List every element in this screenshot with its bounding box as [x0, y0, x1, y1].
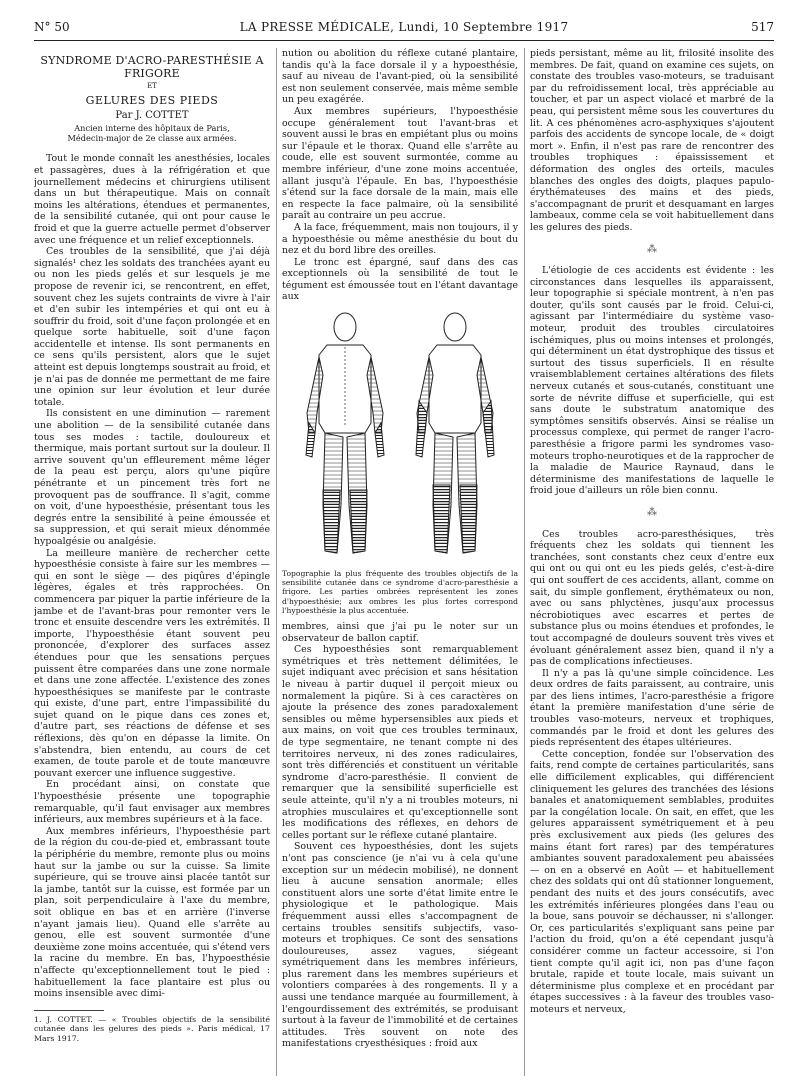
- paragraph: Cette conception, fondée sur l'observation des faits, rend compte de certaines particularités, sans elle difficilement explicables, qui différencient cliniquement les gelures des tranchées des lésions banales et anatomiquement semblables, produites par la congélation locale. On sait, en effet, que les gelures apparaissent symétriquement et à peu près exclusivement aux pieds (les gelures des mains étant fort rares) par des températures ambiantes souvent paradoxalement peu abaissées — on en a observé en Août — et habituellement chez des soldats qui ont dû stationner longuement, pendant des nuits et des jours consécutifs, avec les extrémités inférieures plongées dans l'eau ou la boue, sans pouvoir se déchausser, ni s'allonger. Or, ces particularités s'expliquant sans peine par l'action du froid, qu'on a été cependant jusqu'à considérer comme un facteur accessoire, si l'on tient compte qu'il agit ici, non pas d'une façon brutale, rapide et toute locale, mais suivant un déterminisme plus complexe et en procédant par étapes successives : à la faveur des troubles vaso-moteurs et nerveux,: [530, 748, 774, 1015]
- paragraph: Il n'y a pas là qu'une simple coïncidence. Les deux ordres de faits paraissent, au contraire, unis par des liens intimes, l'acro-paresthésie a frigore étant la première manifestation d'une série de troubles vaso-moteurs, nerveux et trophiques, commandés par le froid et dont les gelures des pieds représentent des étapes ultérieures.: [530, 667, 774, 749]
- paragraph: En procédant ainsi, on constate que l'hypoesthésie présente une topographie remarquable, qu'il faut envisager aux membres inférieurs, aux membres supérieurs et à la face.: [34, 779, 270, 826]
- section-separator: ⁂: [647, 243, 657, 255]
- paragraph: Aux membres supérieurs, l'hypoesthésie occupe généralement tout l'avant-bras et souvent aussi le bras en empiétant plus ou moins sur l'épaule et le thorax. Quand elle s'arrête au coude, elle est souvent surmontée, comme au membre inférieur, d'une zone moins accentuée, allant jusqu'à l'épaule. En bas, l'hypoesthésie s'étend sur la face dorsale de la main, mais elle en respecte la face palmaire, où la sensibilité paraît au contraire un peu accrue.: [282, 105, 518, 222]
- paragraph: Souvent ces hypoesthésies, dont les sujets n'ont pas conscience (je n'ai vu à cela qu'une exception sur un médecin mobilisé), ne donnent lieu à aucune sensation anormale; elles constituent alors une sorte d'état limite entre le physiologique et le pathologique. Mais fréquemment aussi elles s'accompagnent de certains troubles sensitifs subjectifs, vaso-moteurs et trophiques. Ce sont des sensations douloureuses, assez vagues, siégeant symétriquement dans les membres inférieurs, plus rarement dans les membres supérieurs et volontiers comparées à des rongements. Il y a aussi une tendance marquée au fourmillement, à l'engourdissement des extrémités, se produisant surtout à la faveur de l'immobilité et de certaines attitudes. Très souvent on note des manifestations cryesthésiques : froid aux: [282, 841, 518, 1050]
- column-3: [530, 48, 774, 1078]
- column-1: [34, 48, 270, 1078]
- column-rule: [524, 48, 525, 1076]
- paragraph: Le tronc est épargné, sauf dans des cas exceptionnels où la sensibilité de tout le tégument est émoussée tout en l'étant davantage aux: [282, 256, 518, 303]
- article-title-conjunction: ET: [147, 82, 157, 90]
- article-author: Par J. COTTET: [115, 110, 189, 122]
- paragraph: Tout le monde connaît les anesthésies, locales et passagères, dues à la réfrigération et que journellement médecins et chirurgiens utilisent dans un but thérapeutique. Mais on connaît moins les altérations, étendues et permanentes, de la sensibilité cutanée, qui ont pour cause le froid et que la guerre actuelle permet d'observer avec une fréquence et un relief exceptionnels.: [34, 153, 270, 246]
- paragraph: A la face, fréquemment, mais non toujours, il y a hypoesthésie ou même anesthésie du bout du nez et du bord libre des oreilles.: [282, 221, 518, 257]
- paragraph: Aux membres inférieurs, l'hypoesthésie part de la région du cou-de-pied et, embrassant toute la périphérie du membre, remonte plus ou moins haut sur la jambe ou sur la cuisse. Sa limite supérieure, qui se trouve ainsi placée tantôt sur la jambe, tantôt sur la cuisse, est formée par un plan, soit perpendiculaire à l'axe du membre, soit oblique en bas et en arrière (l'inverse n'ayant jamais lieu). Quand elle s'arrête au genou, elle est souvent surmontée d'une deuxième zone moins accentuée, qui s'étend vers la racine du membre. En bas, l'hypoesthésie n'affecte qu'exceptionnellement tout le pied : habituellement la face plantaire est plus ou moins insensible avec dimi-: [34, 825, 270, 1000]
- paragraph: L'étiologie de ces accidents est évidente : les circonstances dans lesquelles ils apparaissent, leur topographie si spéciale montrent, à n'en pas douter, qu'ils sont causés par le froid. Celui-ci, agissant par l'intermédiaire du système vaso-moteur, produit des troubles circulatoires ischémiques, plus ou moins intenses et prolongés, qui déterminent un état dystrophique des tissus et surtout des tissus superficiels. Il en résulte vraisemblablement certaines altérations des filets nerveux cutanés et sous-cutanés, constituant une sorte de névrite diffuse et superficielle, qui est sans doute le substratum anatomique des symptômes sensitifs observés. Ainsi se réalise un processus complexe, qui permet de ranger l'acro-paresthésie a frigore parmi les syndromes vaso-moteurs tropho-neurotiques et de la rapprocher de la maladie de Maurice Raynaud, dans le déterminisme des manifestations de laquelle le froid joue d'ailleurs un rôle bien connu.: [530, 265, 774, 497]
- figure-front-view: [416, 313, 494, 553]
- footnote-rule: [34, 1010, 104, 1011]
- section-separator: ⁂: [647, 506, 657, 518]
- paragraph: Ces troubles de la sensibilité, que j'ai déjà signalés¹ chez les soldats des tranchées ayant eu ou non les pieds gelés et sur lesquels je me propose de revenir ici, se rencontrent, en effet, souvent chez les sujets contraints de vivre à l'air et d'en subir les intempéries et qui ont eu à souffrir du froid, soit d'une façon prolongée et en quelque sorte habituelle, soit d'une façon accidentelle et intense. Ils sont permanents en ce sens qu'ils persistent, alors que le sujet atteint est depuis longtemps soustrait au froid, et je n'ai pas de donnée me permettant de me faire une opinion sur leur évolution et leur durée totale.: [34, 246, 270, 408]
- figure-caption: Topographie la plus fréquente des troubles objectifs de la sensibilité cutanée dans ce syndrome d'acro-paresthésie a frigore. Les parties ombrées représentent les zones d'hypoesthésie; aux ombres les plus fortes correspond l'hypoesthésie la plus accentuée.: [282, 569, 518, 615]
- figure-body-topography: [282, 305, 518, 565]
- journal-title: LA PRESSE MÉDICALE, Lundi, 10 Septembre 1917: [239, 20, 569, 34]
- paragraph: pieds persistant, même au lit, frilosité insolite des membres. De fait, quand on examine ces sujets, on constate des troubles vaso-moteurs, se traduisant par du refroidissement local, très appréciable au toucher, et par un aspect violacé et marbré de la peau, qui persistent même sous les couvertures du lit. A ces phénomènes acro-asphyxiques s'ajoutent parfois des accidents de syncope locale, de « doigt mort ». Enfin, il n'est pas rare de rencontrer des troubles trophiques : épaississement et déformation des ongles des orteils, macules blanches des ongles des doigts, plaques papulo-érythémateuses des mains et des pieds, s'accompagnant de prurit et desquamant en larges lambeaux, comme cela se voit habituellement dans les gelures des pieds.: [530, 48, 774, 233]
- page-number: 517: [751, 20, 774, 34]
- article-subtitle: GELURES DES PIEDS: [85, 93, 219, 107]
- column-rule: [276, 48, 277, 1076]
- author-affiliation: [34, 124, 270, 144]
- article-title: SYNDROME D'ACRO-PARESTHÉSIE A FRIGORE: [40, 54, 264, 80]
- issue-number: N° 50: [34, 20, 70, 34]
- body-diagram-illustration: [285, 305, 515, 565]
- footnote: 1. J. COTTET. — « Troubles objectifs de la sensibilité cutanée dans les gelures des pieds ». Paris médical, 17 Mars 1917.: [34, 1014, 270, 1043]
- figure-back-view: [306, 313, 384, 553]
- paragraph: membres, ainsi que j'ai pu le noter sur un observateur de ballon captif.: [282, 621, 518, 644]
- affiliation-line: Ancien interne des hôpitaux de Paris,: [74, 122, 230, 133]
- paragraph: Ils consistent en une diminution — rarement une abolition — de la sensibilité cutanée dans tous ses modes : tactile, douloureux et thermique, mais portant surtout sur la douleur. Il arrive souvent qu'un effleurement même léger de la peau est perçu, alors qu'une piqûre pénétrante et un pincement très fort ne provoquent pas de souffrance. Il s'agit, comme on voit, d'une hypoesthésie, présentant tous les degrés entre la sensibilité à peine émoussée et sa suppression, et qui serait mieux dénommée hypoalgésie ou analgésie.: [34, 408, 270, 547]
- column-2: [282, 48, 518, 1078]
- paragraph: Ces hypoesthésies sont remarquablement symétriques et très nettement délimitées, le sujet indiquant avec précision et sans hésitation le niveau à partir duquel il perçoit mieux ou normalement la piqûre. Si à ces caractères on ajoute la présence des zones paradoxalement sensibles ou même hypersensibles aux pieds et aux mains, on voit que ces troubles terminaux, de type segmentaire, ne tenant compte ni des territoires nerveux, ni des zones radiculaires, sont très différenciés et constituent un véritable syndrome d'acro-paresthésie. Il convient de remarquer que la sensibilité superficielle est seule atteinte, qu'il n'y a ni troubles moteurs, ni atrophies musculaires et qu'exceptionnelle sont les modifications des réflexes, en dehors de celles portant sur le réflexe cutané plantaire.: [282, 644, 518, 841]
- affiliation-line: Médecin-major de 2e classe aux armées.: [67, 132, 237, 143]
- paragraph: La meilleure manière de rechercher cette hypoesthésie consiste à faire sur les membres — qui en sont le siège — des piqûres d'épingle légères, égales et très rapprochées. On commencera par piquer la partie inférieure de la jambe et de l'avant-bras pour remonter vers le tronc et ensuite descendre vers les extrémités. Il importe, l'hypoesthésie étant souvent peu prononcée, d'explorer des surfaces assez étendues pour que les sensations perçues puissent être comparées dans une zone normale et dans une zone affectée. L'existence des zones hypoesthésiques se manifeste par le contraste qui existe, d'une part, entre l'impassibilité du sujet quand on le pique dans ces zones et, d'autre part, ses réactions de défense et ses réflexions, dès qu'on en dépasse la limite. On s'abstendra, bien entendu, au cours de cet examen, de toute parole et de toute manœuvre pouvant exercer une influence suggestive.: [34, 547, 270, 779]
- paragraph: Ces troubles acro-paresthésiques, très fréquents chez les soldats qui tiennent les tranchées, sont constants chez ceux d'entre eux qui ont ou qui ont eu les pieds gelés, c'est-à-dire qui ont souffert de ces accidents, allant, comme on sait, du simple gonflement, érythémateux ou non, avec ou sans phlyctènes, jusqu'aux processus nécrobiotiques avec escarres et pertes de substance plus ou moins étendues et profondes, le tout accompagné de douleurs souvent très vives et évoluant généralement assez bien, quand il n'y a pas de complications infectieuses.: [530, 528, 774, 668]
- paragraph: nution ou abolition du réflexe cutané plantaire, tandis qu'à la face dorsale il y a hypoesthésie, sauf au niveau de l'avant-pied, où la sensibilité est non seulement conservée, mais même semble un peu exagérée.: [282, 48, 518, 106]
- page-header: [34, 20, 774, 41]
